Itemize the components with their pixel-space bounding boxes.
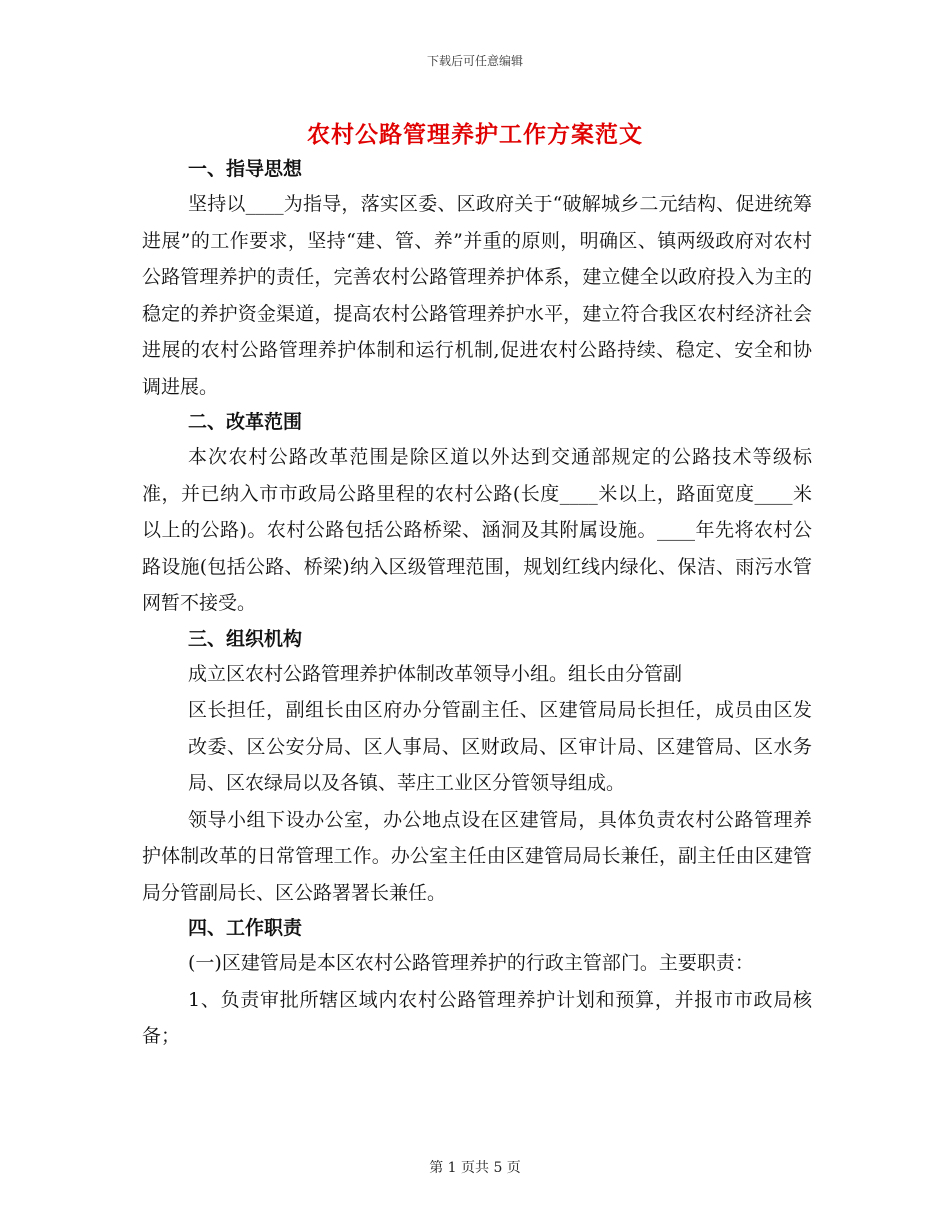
page-number: 第 1 页共 5 页	[429, 1160, 521, 1176]
paragraph: 1、负责审批所辖区域内农村公路管理养护计划和预算，并报市市政局核备；	[142, 988, 812, 1047]
paragraph: 坚持以____为指导，落实区委、区政府关于“破解城乡二元结构、促进统筹进展”的工作要求，坚持“建、管、养”并重的原则，明确区、镇两级政府对农村公路管理养护的责任，完善农村公路管理养护体系，建立健全以政府投入为主的稳定的养护资金渠道，提高农村公路管理养护水平，建立符合我区农村经济社会进展的农村公路管理养护体制和运行机制,促进农村公路持续、稳定、安全和协调进展。	[142, 193, 812, 398]
section-heading: 四、工作职责	[188, 917, 303, 939]
section-heading: 一、指导思想	[188, 158, 303, 180]
paragraph: 本次农村公路改革范围是除区道以外达到交通部规定的公路技术等级标准，并已纳入市市政局公路里程的农村公路(长度____米以上，路面宽度____米以上的公路)。农村公路包括公路桥梁、涵洞及其附属设施。____年先将农村公路设施(包括公路、桥梁)纳入区级管理范围，规划红线内绿化、保洁、雨污水管网暂不接受。	[142, 446, 812, 614]
document-body	[142, 152, 812, 1055]
paragraph: 区长担任，副组长由区府办分管副主任、区建管局局长担任，成员由区发改委、区公安分局、区人事局、区财政局、区审计局、区建管局、区水务局、区农绿局以及各镇、莘庄工业区分管领导组成。	[188, 699, 812, 794]
paragraph: 领导小组下设办公室，办公地点设在区建管局，具体负责农村公路管理养护体制改革的日常管理工作。办公室主任由区建管局局长兼任，副主任由区建管局分管副局长、区公路署署长兼任。	[142, 808, 812, 904]
section-heading: 三、组织机构	[188, 627, 303, 650]
paragraph: 成立区农村公路管理养护体制改革领导小组。组长由分管副	[188, 662, 683, 685]
document-title: 农村公路管理养护工作方案范文	[307, 121, 643, 148]
paragraph: (一)区建管局是本区农村公路管理养护的行政主管部门。主要职责：	[188, 952, 754, 974]
section-heading: 二、改革范围	[188, 411, 303, 433]
header-note: 下载后可任意编辑	[426, 54, 523, 68]
